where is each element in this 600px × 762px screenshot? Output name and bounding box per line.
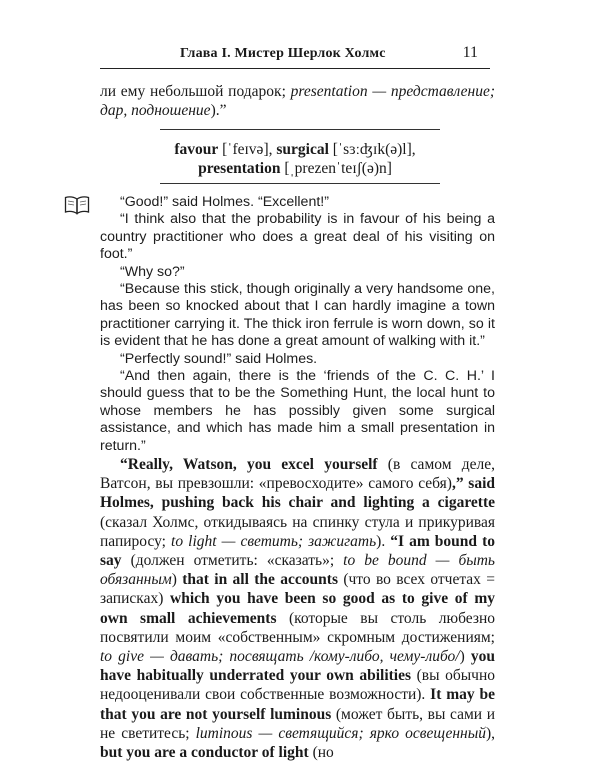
- english-paragraph: “Because this stick, though originally a very handsome one, has been so knocked about that I can hardly imagine a town practitioner carrying it. The thick iron ferrule is worn down, so it is evident that he has done a great amount of walking with it.”: [100, 281, 495, 350]
- english-paragraph: “I think also that the probability is in favour of his being a country practitioner who does a great deal of his visiting on foot.”: [100, 211, 495, 263]
- bold-segment: “Really, Watson, you excel yourself: [120, 456, 378, 473]
- italic-gloss: to give — давать; посвящать /кому-либо, чему-либо/: [100, 648, 460, 666]
- english-text: [100, 194, 495, 455]
- page-number: 11: [462, 44, 478, 61]
- annotated-paragraph: [100, 455, 495, 762]
- cont-text-1: ли ему небольшой подарок;: [100, 83, 291, 100]
- translation-segment: (может быть, вы сами и не светитесь;: [100, 705, 495, 742]
- translation-segment: (сказал Холмс, откидываясь на спинку стула и прикуривая папиросу;: [100, 513, 495, 550]
- translation-segment: (в самом деле, Ватсон, вы превзошли: «превосходите» самого себя): [100, 456, 495, 493]
- divider-bottom: [160, 183, 440, 184]
- italic-gloss: luminous — светящийся; ярко освещенный: [195, 724, 486, 742]
- divider-top: [160, 129, 440, 130]
- vocab-pron-presentation: [ˌprezenˈteɪʃ(ə)n]: [280, 160, 392, 177]
- bold-segment: that in all the accounts: [182, 571, 338, 589]
- vocab-pron-surgical: [ˈsɜːʤɪk(ə)l],: [328, 141, 416, 158]
- translation-segment: ).: [376, 532, 391, 550]
- open-book-icon: [64, 195, 90, 215]
- italic-gloss: to be bound — быть обязанным: [100, 552, 495, 589]
- bold-segment: ,” said Holmes, pushing back his chair and lighting a cigarette: [100, 475, 495, 512]
- vocab-line-1: [100, 140, 490, 159]
- vocab-pron-favour: [ˈfeɪvə],: [218, 141, 277, 158]
- translation-segment: ): [171, 571, 183, 589]
- bold-segment: which you have been so good as to give of my own small achievements: [100, 590, 495, 627]
- bold-segment: you have habitually underrated your own abilities: [100, 648, 495, 685]
- english-paragraph: “Good!” said Holmes. “Excellent!”: [120, 194, 329, 210]
- translation-segment: (которые вы столь любезно посвятили моим «собственным» скромным достижениям;: [100, 609, 495, 646]
- bold-segment: It may be that you are not yourself luminous: [100, 686, 495, 723]
- previous-paragraph-end: [100, 82, 495, 120]
- english-paragraph: “And then again, there is the ‘friends of the C. C. H.’ I should guess that to be the Something Hunt, the local hunt to whose members he has possibly given some surgical assistance, and which has made him a small presentation in return.”: [100, 368, 495, 454]
- chapter-title: Глава I. Мистер Шерлок Холмс: [180, 46, 386, 61]
- vocab-word-surgical: surgical: [276, 141, 329, 158]
- cont-text-2: presentation — представление; дар, подношение: [100, 83, 496, 119]
- translation-segment: ),: [485, 724, 495, 742]
- vocab-word-favour: favour: [174, 141, 219, 158]
- bold-segment: “I am bound to say: [100, 532, 495, 570]
- translation-segment: (должен отметить: «сказать»;: [121, 552, 344, 570]
- translation-segment: (что во всех отчетах = записках): [100, 571, 496, 608]
- english-paragraph: “Why so?”: [120, 263, 185, 280]
- vocab-line-2: [100, 159, 490, 178]
- translation-segment: (вы обычно недооценивали свои собственные возможности).: [100, 667, 495, 704]
- translation-segment: (но: [308, 744, 334, 762]
- translation-segment: ): [459, 648, 471, 666]
- page-header: [100, 44, 490, 69]
- cont-text-3: ).”: [210, 102, 227, 119]
- vocabulary-box: [100, 140, 490, 178]
- vocab-word-presentation: presentation: [198, 160, 281, 177]
- english-paragraph: “Perfectly sound!” said Holmes.: [120, 350, 318, 367]
- bold-segment: but you are a conductor of light: [100, 744, 309, 762]
- italic-gloss: to light — светить; зажигать: [171, 532, 377, 550]
